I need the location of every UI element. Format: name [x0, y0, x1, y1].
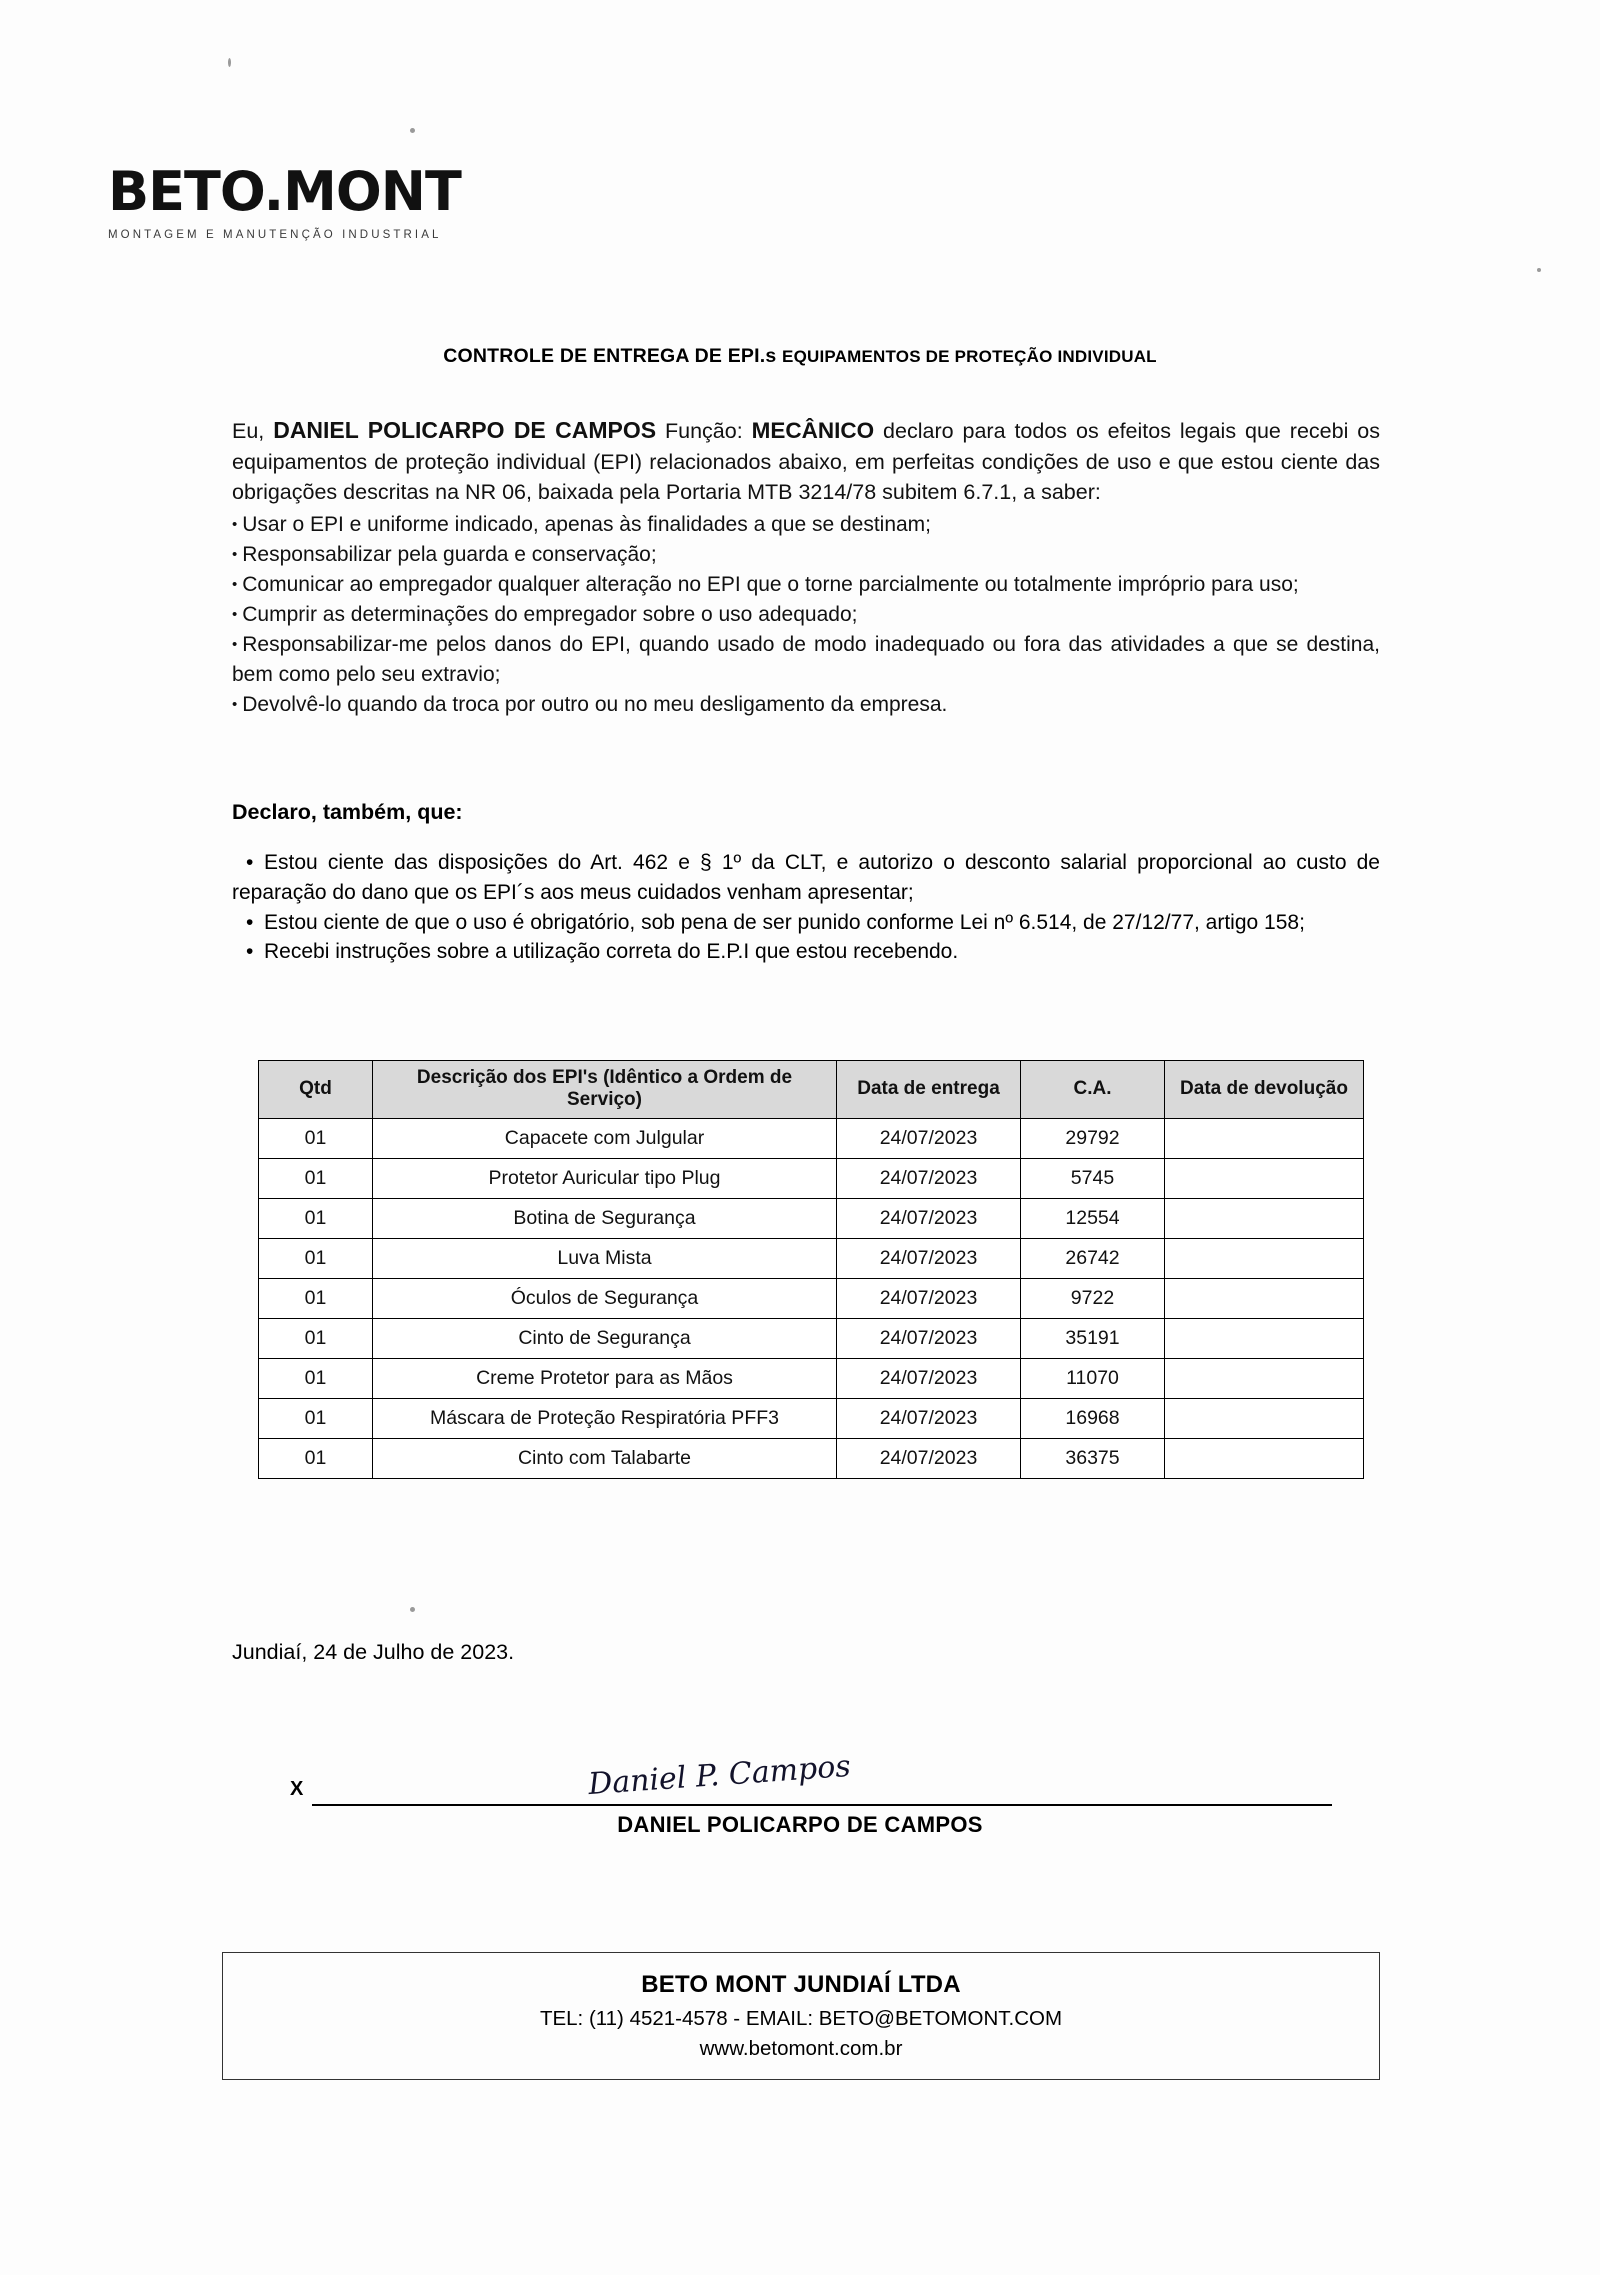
- table-row: [259, 1318, 1364, 1358]
- signature-x-mark: X: [290, 1778, 304, 1800]
- logo-text-part2: MONT: [283, 160, 461, 223]
- table-row: [259, 1358, 1364, 1398]
- cell-devolucao: [1165, 1398, 1364, 1438]
- signature-area: [290, 1748, 1330, 1820]
- cell-descricao: Protetor Auricular tipo Plug: [373, 1158, 837, 1198]
- cell-descricao: Cinto de Segurança: [373, 1318, 837, 1358]
- signature-line: [312, 1804, 1332, 1806]
- cell-descricao: Capacete com Julgular: [373, 1118, 837, 1158]
- cell-qtd: 01: [259, 1198, 373, 1238]
- cell-ca: 11070: [1021, 1358, 1165, 1398]
- cell-entrega: 24/07/2023: [837, 1398, 1021, 1438]
- logo-dot: .: [263, 160, 284, 223]
- cell-entrega: 24/07/2023: [837, 1438, 1021, 1478]
- declaro-tambem-heading: Declaro, também, que:: [232, 800, 463, 824]
- cell-devolucao: [1165, 1278, 1364, 1318]
- table-row: [259, 1118, 1364, 1158]
- city-date: Jundiaí, 24 de Julho de 2023.: [232, 1640, 515, 1664]
- handwritten-signature: Daniel P. Campos: [587, 1748, 852, 1803]
- table-row: [259, 1278, 1364, 1318]
- table-header-row: [259, 1061, 1364, 1119]
- cell-devolucao: [1165, 1358, 1364, 1398]
- bullet-dash: •: [246, 940, 254, 964]
- cell-descricao: Máscara de Proteção Respiratória PFF3: [373, 1398, 837, 1438]
- cell-entrega: 24/07/2023: [837, 1358, 1021, 1398]
- scan-speck: [410, 1607, 415, 1612]
- list-item: • Responsabilizar pela guarda e conservação;: [232, 540, 1380, 570]
- column-header-qtd: Qtd: [259, 1061, 373, 1119]
- cell-qtd: 01: [259, 1118, 373, 1158]
- footer-website: www.betomont.com.br: [699, 2037, 903, 2060]
- role-label: Função:: [656, 419, 752, 443]
- bullet-dash: •: [246, 910, 254, 934]
- cell-ca: 9722: [1021, 1278, 1165, 1318]
- declaration-lead: Eu,: [232, 419, 274, 443]
- table-row: [259, 1238, 1364, 1278]
- page-title-main: CONTROLE DE ENTREGA DE EPI.s: [443, 345, 783, 367]
- role-value: MECÂNICO: [751, 418, 875, 443]
- table-body: [259, 1118, 1364, 1478]
- cell-entrega: 24/07/2023: [837, 1318, 1021, 1358]
- list-item: • Cumprir as determinações do empregador sobre o uso adequado;: [232, 600, 1380, 630]
- logo-tagline: MONTAGEM E MANUTENÇÃO INDUSTRIAL: [108, 229, 442, 241]
- list-item: [232, 848, 1380, 908]
- list-item: • Comunicar ao empregador qualquer alteração no EPI que o torne parcialmente ou totalmente impróprio para uso;: [232, 570, 1380, 600]
- cell-entrega: 24/07/2023: [837, 1238, 1021, 1278]
- list-item: • Devolvê-lo quando da troca por outro ou no meu desligamento da empresa.: [232, 690, 1380, 720]
- list-item-text: Recebi instruções sobre a utilização correta do E.P.I que estou recebendo.: [264, 940, 959, 964]
- cell-qtd: 01: [259, 1438, 373, 1478]
- declaration-paragraph: [232, 414, 1380, 720]
- column-header-ca: C.A.: [1021, 1061, 1165, 1119]
- column-header-descricao: Descrição dos EPI's (Idêntico a Ordem de Serviço): [373, 1061, 837, 1119]
- company-logo: [108, 160, 461, 241]
- list-item: [232, 908, 1380, 938]
- list-item-text: Estou ciente de que o uso é obrigatório, sob pena de ser punido conforme Lei nº 6.514, de 27/12/77, artigo 158;: [264, 910, 1305, 934]
- declaration-body: declaro para todos os efeitos legais que recebi os equipamentos de proteção individual (EPI) relacionados abaixo, em perfeitas condições de uso e que estou ciente das obrigações descritas na NR 06, baixada pela Portaria MTB 3214/78 subitem 6.7.1, a saber:: [232, 419, 1380, 505]
- cell-ca: 26742: [1021, 1238, 1165, 1278]
- signature-printed-name: DANIEL POLICARPO DE CAMPOS: [617, 1812, 983, 1837]
- cell-entrega: 24/07/2023: [837, 1278, 1021, 1318]
- column-header-data-devolucao: Data de devolução: [1165, 1061, 1364, 1119]
- cell-qtd: 01: [259, 1238, 373, 1278]
- table-row: [259, 1438, 1364, 1478]
- cell-qtd: 01: [259, 1158, 373, 1198]
- logo-wordmark: [108, 160, 461, 223]
- page-title: [0, 345, 1600, 368]
- cell-qtd: 01: [259, 1358, 373, 1398]
- scan-speck: [410, 128, 415, 133]
- table-row: [259, 1398, 1364, 1438]
- list-item-text: Estou ciente das disposições do Art. 462 e § 1º da CLT, e autorizo o desconto salarial proporcional ao custo de reparação do dano que os EPI´s aos meus cuidados venham apresentar;: [232, 851, 1380, 904]
- cell-ca: 12554: [1021, 1198, 1165, 1238]
- scan-speck: [228, 58, 231, 67]
- footer-company-name: BETO MONT JUNDIAÍ LTDA: [641, 1971, 961, 1998]
- footer-box: [222, 1952, 1380, 2080]
- scan-speck: [1537, 268, 1541, 272]
- cell-devolucao: [1165, 1118, 1364, 1158]
- cell-devolucao: [1165, 1198, 1364, 1238]
- cell-ca: 35191: [1021, 1318, 1165, 1358]
- cell-descricao: Creme Protetor para as Mãos: [373, 1358, 837, 1398]
- cell-qtd: 01: [259, 1278, 373, 1318]
- column-header-data-entrega: Data de entrega: [837, 1061, 1021, 1119]
- epi-table: [258, 1060, 1364, 1479]
- employee-name: DANIEL POLICARPO DE CAMPOS: [273, 417, 657, 443]
- cell-entrega: 24/07/2023: [837, 1198, 1021, 1238]
- cell-devolucao: [1165, 1158, 1364, 1198]
- declaro-tambem-list: [232, 848, 1380, 967]
- cell-ca: 36375: [1021, 1438, 1165, 1478]
- list-item: • Usar o EPI e uniforme indicado, apenas às finalidades a que se destinam;: [232, 510, 1380, 540]
- logo-text-part1: BETO: [108, 160, 264, 223]
- bullet-dash: •: [246, 851, 254, 874]
- cell-devolucao: [1165, 1238, 1364, 1278]
- cell-devolucao: [1165, 1438, 1364, 1478]
- obligations-list: [232, 510, 1380, 720]
- cell-ca: 16968: [1021, 1398, 1165, 1438]
- cell-ca: 5745: [1021, 1158, 1165, 1198]
- cell-descricao: Óculos de Segurança: [373, 1278, 837, 1318]
- cell-qtd: 01: [259, 1318, 373, 1358]
- footer-contact: TEL: (11) 4521-4578 - EMAIL: BETO@BETOMONT.COM: [539, 2007, 1063, 2030]
- page-title-suffix: EQUIPAMENTOS DE PROTEÇÃO INDIVIDUAL: [782, 347, 1157, 366]
- cell-ca: 29792: [1021, 1118, 1165, 1158]
- cell-qtd: 01: [259, 1398, 373, 1438]
- table-row: [259, 1158, 1364, 1198]
- cell-descricao: Botina de Segurança: [373, 1198, 837, 1238]
- table-row: [259, 1198, 1364, 1238]
- list-item: • Responsabilizar-me pelos danos do EPI, quando usado de modo inadequado ou fora das atividades a que se destina, bem como pelo seu extravio;: [232, 630, 1380, 690]
- cell-entrega: 24/07/2023: [837, 1158, 1021, 1198]
- list-item: [232, 937, 1380, 967]
- cell-descricao: Luva Mista: [373, 1238, 837, 1278]
- cell-descricao: Cinto com Talabarte: [373, 1438, 837, 1478]
- cell-devolucao: [1165, 1318, 1364, 1358]
- cell-entrega: 24/07/2023: [837, 1118, 1021, 1158]
